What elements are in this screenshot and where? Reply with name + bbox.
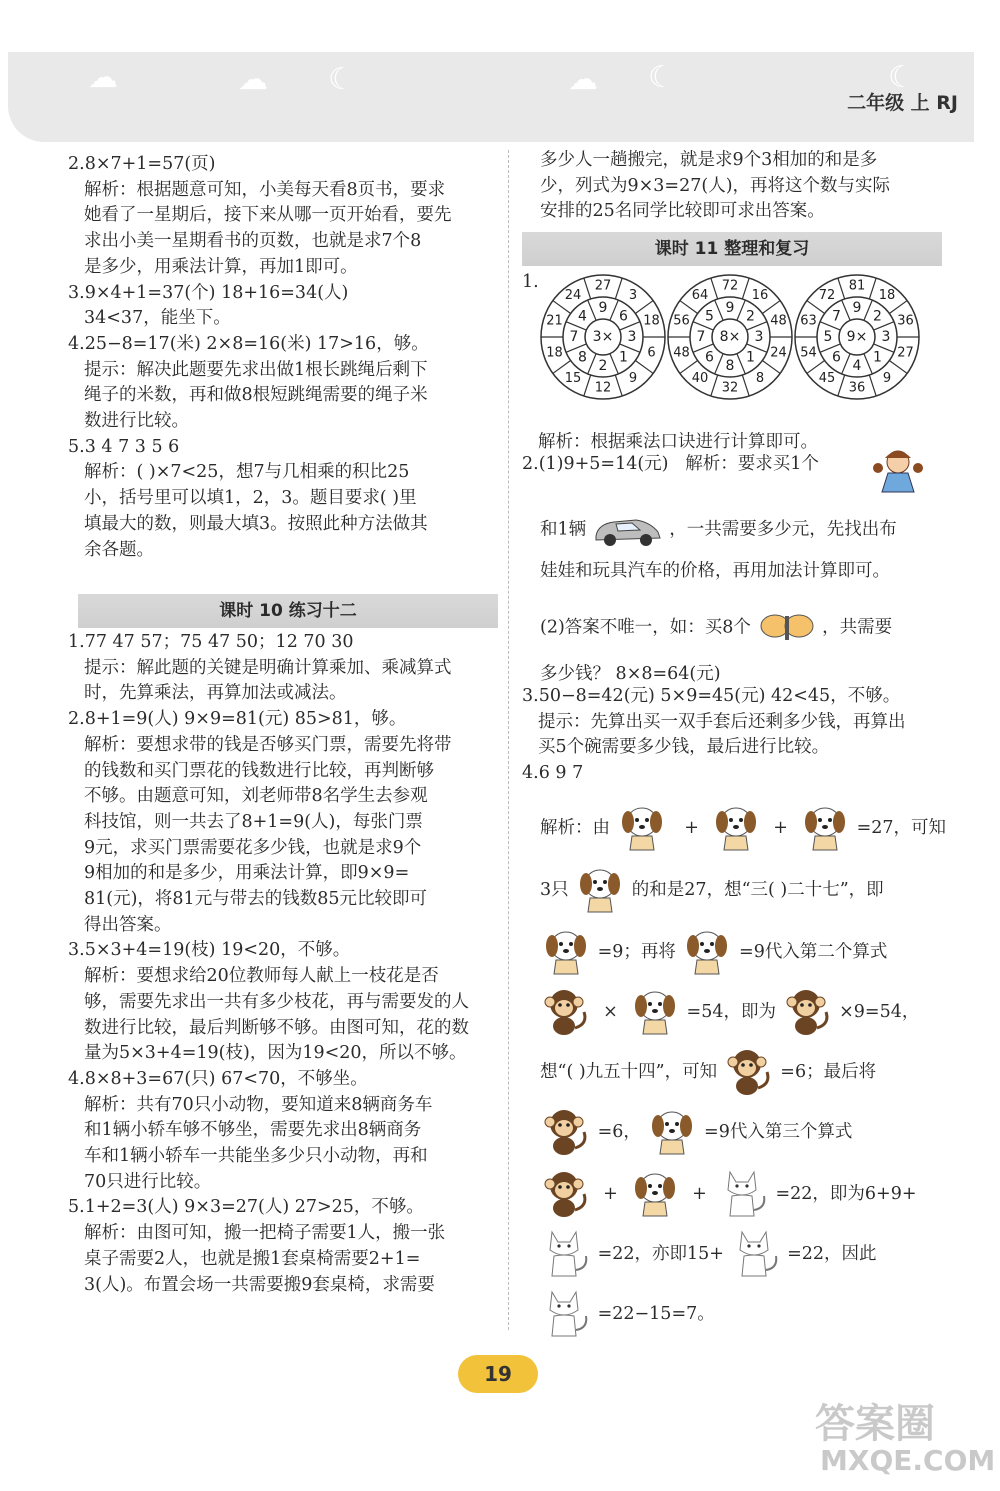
wheel-number: 4 <box>852 358 862 374</box>
left-column-bottom <box>68 630 469 1298</box>
q1-label: 1. <box>522 272 539 292</box>
cat-icon <box>540 1224 592 1285</box>
q2-text: 2.(1)9+5=14(元) <box>522 454 669 474</box>
wheel-number: 3 <box>754 329 764 345</box>
wheel-number: 7 <box>832 308 841 325</box>
q2-line2 <box>540 512 897 548</box>
text-line: 车和1辆小轿车一共能坐多少只小动物，再和 <box>84 1146 428 1167</box>
wheel-number: 6 <box>619 308 628 325</box>
q4-row4 <box>540 984 919 1041</box>
moon-icon: ☾ <box>648 60 675 95</box>
puppy-icon <box>629 1166 681 1223</box>
wheel-number: 2 <box>873 308 882 325</box>
wheel-number: 64 <box>691 288 709 304</box>
text-line: 填最大的数，则最大填3。按照此种方法做其 <box>84 513 428 534</box>
q2-line1 <box>522 450 819 475</box>
q4-row9 <box>540 1284 715 1345</box>
puppy-icon <box>574 862 626 919</box>
q4-text: =22，即为6+9+ <box>775 1184 917 1204</box>
text-line: 够，需要先求出一共有多少枝花，再与需要发的人 <box>84 991 469 1012</box>
column-divider <box>508 150 509 1330</box>
wheel-number: 5 <box>705 308 714 325</box>
q4-text: =9代入第三个算式 <box>704 1122 853 1142</box>
moon-icon: ☾ <box>888 60 915 95</box>
q4-text: 3只 <box>540 880 569 900</box>
monkey-icon <box>540 1166 592 1223</box>
q4-row7 <box>540 1164 917 1225</box>
wheel-number: 3 <box>881 329 891 345</box>
q1-note: 解析：根据乘法口诀进行计算即可。 <box>538 432 818 452</box>
q2-text: (2)答案不唯一，如：买8个 <box>540 617 751 638</box>
wheel-number: 9 <box>598 300 608 316</box>
text-line: 提示：解此题的关键是明确计算乘加、乘减算式 <box>84 657 452 678</box>
wheel-number: 8 <box>725 358 735 374</box>
section-title-11: 课时 11 整理和复习 <box>522 232 942 266</box>
text-line: 70只进行比较。 <box>84 1171 212 1192</box>
text-line: 安排的25名同学比较即可求出答案。 <box>540 201 825 222</box>
q4-text: 解析：由 <box>540 818 610 838</box>
watermark-url: MXQE.COM <box>820 1444 996 1477</box>
text-line: 4.8×8+3=67(只) 67<70，不够坐。 <box>68 1068 368 1089</box>
text-line: 34<37，能坐下。 <box>84 308 231 329</box>
q4-text: =9代入第二个算式 <box>739 942 888 962</box>
multiplication-wheel <box>665 272 795 402</box>
wheel-number: 3 <box>627 329 637 345</box>
q2-line4 <box>540 608 892 648</box>
multiplication-wheel <box>792 272 922 402</box>
wheel-number: 9 <box>852 300 862 316</box>
wheel-number: 48 <box>770 313 787 329</box>
q2-text: 和1辆 <box>540 519 587 540</box>
wheel-number: 32 <box>721 380 739 396</box>
wheel-number: 18 <box>546 345 563 361</box>
text-line: 2.8×7+1=57(页) <box>68 154 216 174</box>
text-line: 2.8+1=9(人) 9×9=81(元) 85>81，够。 <box>68 709 407 730</box>
text-line: 买5个碗需要多少钱，最后进行比较。 <box>538 737 830 758</box>
wheel-number: 40 <box>691 370 709 386</box>
q2-text: 解析：要求买1个 <box>685 454 819 474</box>
q4-row8 <box>540 1224 877 1285</box>
wheel-number: 12 <box>594 380 612 396</box>
wheel-number: 1 <box>746 349 755 366</box>
wheel-number: 1 <box>873 349 882 366</box>
text-line: 9相加的和是多少，用乘法计算，即9×9= <box>84 863 410 884</box>
q4-row1 <box>540 800 946 857</box>
text-line: 4.6 9 7 <box>522 763 584 784</box>
text-line: 她看了一星期后，接下来从哪一页开始看，要先 <box>84 205 452 226</box>
q4-text: =6；最后将 <box>780 1062 877 1082</box>
text-line: 的钱数和买门票花的钱数进行比较，再判断够 <box>84 760 434 781</box>
wheel-number: 9 <box>882 370 892 386</box>
cat-icon <box>730 1224 782 1285</box>
wheel-number: 5 <box>823 329 833 345</box>
wheel-number: 16 <box>751 288 769 304</box>
q4-text: =9；再将 <box>597 942 676 962</box>
text-line: 解析：要想求给20位教师每人献上一枝花是否 <box>84 966 439 987</box>
wheel-number: 56 <box>673 313 690 329</box>
monkey-icon <box>540 1104 592 1161</box>
wheel-number: 4 <box>578 308 587 325</box>
text-line: 81(元)，将81元与带去的钱数85元比较即可 <box>84 889 427 910</box>
text-line: 求出小美一星期看书的页数，也就是求7个8 <box>84 231 422 252</box>
text-line: 3.50−8=42(元) 5×9=45(元) 42<45，不够。 <box>522 686 901 706</box>
puppy-icon <box>710 800 762 857</box>
cloud-icon: ☁ <box>238 62 268 97</box>
q4-text: =54，即为 <box>686 1002 776 1022</box>
doll-icon <box>868 448 928 498</box>
grade-label: 二年级 上 RJ <box>847 92 958 114</box>
q4-plus: + <box>684 818 699 838</box>
text-line: 3.9×4+1=37(个) 18+16=34(人) <box>68 282 349 303</box>
text-line: 是多少，用乘法计算，再加1即可。 <box>84 256 358 277</box>
cat-icon <box>540 1284 592 1345</box>
q4-plus: + <box>692 1184 707 1204</box>
header-banner <box>8 52 974 142</box>
text-line: 科技馆，则一共去了8+1=9(人)，每张门票 <box>84 811 423 832</box>
wheel-number: 8 <box>578 349 587 366</box>
left-column-top <box>68 152 452 563</box>
q4-text: 的和是27，想“三( )二十七”，即 <box>631 880 884 900</box>
cat-icon <box>718 1164 770 1225</box>
q2-text: ，共需要 <box>822 617 893 638</box>
text-line: 量为5×3+4=19(枝)，因为19<20，所以不够。 <box>84 1043 467 1064</box>
puppy-icon <box>616 800 668 857</box>
wheel-number: 63 <box>800 313 817 329</box>
wheel-number: 72 <box>818 288 836 304</box>
section-title-10: 课时 10 练习十二 <box>78 594 498 628</box>
q4-text: =22，因此 <box>787 1244 877 1264</box>
text-line: 数进行比较，最后判断够不够。由图可知，花的数 <box>84 1017 469 1038</box>
text-line: 解析：要想求带的钱是否够买门票，需要先将带 <box>84 734 452 755</box>
wheel-number: 9 <box>725 300 735 316</box>
q2-text: ，一共需要多少元，先找出布 <box>669 519 897 540</box>
wheel-number: 21 <box>546 313 563 329</box>
wheel-number: 54 <box>800 345 817 361</box>
q2-line3: 娃娃和玩具汽车的价格，再用加法计算即可。 <box>540 561 890 581</box>
wheel-number: 24 <box>770 345 787 361</box>
text-line: 余各题。 <box>84 539 154 560</box>
text-line: 3.5×3+4=19(枝) 19<20，不够。 <box>68 940 351 961</box>
wheel-number: 6 <box>705 349 714 366</box>
wheel-number: 18 <box>643 313 660 329</box>
text-line: 数进行比较。 <box>84 411 189 432</box>
monkey-icon <box>782 984 834 1041</box>
wheel-number: 9 <box>628 370 638 386</box>
q4-plus: + <box>603 1184 618 1204</box>
text-line: 9元，求买门票需要花多少钱，也就是求9个 <box>84 837 422 858</box>
text-line: 和1辆小轿车够不够坐，需要先求出8辆商务 <box>84 1120 422 1141</box>
wheel-number: 36 <box>848 380 866 396</box>
q4-row2 <box>540 862 884 919</box>
q2-line5: 多少钱？ 8×8=64(元) <box>540 664 721 684</box>
text-line: 提示：解决此题要先求出做1根长跳绳后剩下 <box>84 359 428 380</box>
q4-text: =22，亦即15+ <box>597 1244 724 1264</box>
q4-text: =27，可知 <box>856 818 947 838</box>
wheel-number: 1 <box>619 349 628 366</box>
puppy-icon <box>681 924 733 981</box>
watermark-logo: 答案圈 <box>815 1401 935 1447</box>
puppy-icon <box>646 1104 698 1161</box>
text-line: 3(人)。布置会场一共需要搬9套桌椅，求需要 <box>84 1274 435 1295</box>
text-line: 时，先算乘法，再算加法或减法。 <box>84 683 347 704</box>
wheel-number: 8 <box>755 370 765 386</box>
page-number: 19 <box>458 1355 538 1393</box>
text-line: 不够。由题意可知，刘老师带8名学生去参观 <box>84 786 428 807</box>
puppy-icon <box>629 984 681 1041</box>
text-line: 解析：根据题意可知，小美每天看8页书，要求 <box>84 179 446 200</box>
text-line: 绳子的米数，再和做8根短跳绳需要的绳子米 <box>84 385 428 406</box>
text-line: 解析：( )×7<25，想7与几相乘的积比25 <box>84 462 410 483</box>
wheel-number: 9× <box>846 329 868 345</box>
text-line: 桌子需要2人，也就是搬1套桌椅需要2+1= <box>84 1248 421 1269</box>
wheel-number: 7 <box>569 329 579 345</box>
wheel-number: 27 <box>897 345 914 361</box>
cloud-icon: ☁ <box>568 62 598 97</box>
wheel-number: 24 <box>564 288 582 304</box>
moon-icon: ☾ <box>328 62 355 97</box>
q4-row6 <box>540 1104 852 1161</box>
text-line: 提示：先算出买一双手套后还剩多少钱，再算出 <box>538 711 906 732</box>
wheel-number: 48 <box>673 345 690 361</box>
wheel-number: 27 <box>594 278 612 294</box>
wheel-number: 2 <box>746 308 755 325</box>
q4-text: =6， <box>597 1122 641 1142</box>
text-line: 少，列式为9×3=27(人)，再将这个数与实际 <box>540 175 891 196</box>
text-line: 5.1+2=3(人) 9×3=27(人) 27>25，不够。 <box>68 1197 424 1218</box>
text-line: 小，括号里可以填1，2，3。题目要求( )里 <box>84 488 417 509</box>
cloud-icon: ☁ <box>88 60 118 95</box>
text-line: 4.25−8=17(米) 2×8=16(米) 17>16，够。 <box>68 333 429 354</box>
q4-row5 <box>540 1044 876 1101</box>
text-line: 多少人一趟搬完，就是求9个3相加的和是多 <box>540 150 878 170</box>
wheel-number: 7 <box>696 329 706 345</box>
wheel-number: 36 <box>897 313 914 329</box>
wheel-number: 81 <box>848 278 866 294</box>
q4-times: × <box>603 1002 618 1022</box>
q4-text: ×9=54， <box>839 1002 920 1022</box>
monkey-icon <box>540 984 592 1041</box>
wheel-number: 6 <box>647 345 656 361</box>
wheel-number: 8× <box>719 329 741 345</box>
wheel-number: 3× <box>592 329 614 345</box>
text-line: 得出答案。 <box>84 914 172 935</box>
text-line: 解析：由图可知，搬一把椅子需要1人，搬一张 <box>84 1223 446 1244</box>
right-column-bottom <box>522 684 906 787</box>
wheel-number: 18 <box>878 288 896 304</box>
butterfly-icon <box>757 608 817 648</box>
wheel-number: 3 <box>628 288 638 304</box>
q4-text: =22−15=7。 <box>597 1304 715 1324</box>
wheel-number: 2 <box>598 358 608 374</box>
right-column-top <box>540 148 890 225</box>
q4-plus: + <box>773 818 788 838</box>
q4-row3 <box>540 924 887 981</box>
q4-text: 想“( )九五十四”，可知 <box>540 1062 718 1082</box>
wheel-number: 72 <box>721 278 739 294</box>
wheel-number: 6 <box>832 349 841 366</box>
text-line: 5.3 4 7 3 5 6 <box>68 436 180 457</box>
text-line: 1.77 47 57；75 47 50；12 70 30 <box>68 632 354 652</box>
text-line: 解析：共有70只小动物，要知道来8辆商务车 <box>84 1094 433 1115</box>
wheel-number: 45 <box>818 370 836 386</box>
wheel-number: 15 <box>564 370 582 386</box>
monkey-icon <box>723 1044 775 1101</box>
toy-car-icon <box>592 512 664 548</box>
puppy-icon <box>799 800 851 857</box>
puppy-icon <box>540 924 592 981</box>
multiplication-wheel <box>538 272 668 402</box>
